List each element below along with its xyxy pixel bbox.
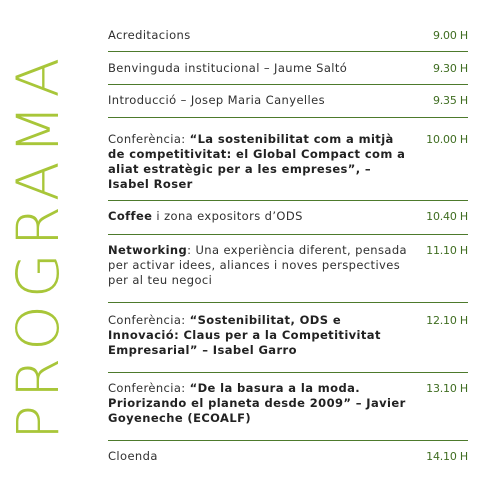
agenda-item-conference-garro xyxy=(108,303,468,373)
agenda-item-time: 13.10 H xyxy=(426,382,468,395)
agenda-item-time: 10.40 H xyxy=(426,210,468,223)
agenda-item-closing xyxy=(108,441,468,471)
agenda-item-highlight: “La sostenibilitat com a mitjà de competitivitat: el Global Compact com a aliat estratègic per a les empreses”, – Isabel Roser xyxy=(108,132,406,191)
agenda-item-conference-goyeneche xyxy=(108,373,468,441)
agenda-item-conference-roser xyxy=(108,118,468,201)
agenda-item-coffee xyxy=(108,201,468,235)
agenda-item-highlight: Networking xyxy=(108,243,188,257)
agenda-item-introduction xyxy=(108,85,468,118)
agenda-item-label: Introducció – Josep Maria Canyelles xyxy=(108,93,325,107)
agenda-item-time: 12.10 H xyxy=(426,314,468,327)
agenda-list xyxy=(108,22,468,471)
agenda-item-prefix: Conferència: xyxy=(108,132,190,146)
agenda-item-label: Acreditacions xyxy=(108,28,191,42)
agenda-item-prefix: Conferència: xyxy=(108,381,190,395)
agenda-item-highlight: “Sostenibilitat, ODS e Innovació: Claus per a la Competitivitat Empresarial” – Isabel Garro xyxy=(108,313,381,357)
agenda-item-highlight: “De la basura a la moda. Priorizando el planeta desde 2009” – Javier Goyeneche (ECOALF) xyxy=(108,381,406,425)
agenda-item-networking xyxy=(108,235,468,303)
agenda-item-time: 10.00 H xyxy=(426,133,468,146)
agenda-item-time: 11.10 H xyxy=(426,244,468,257)
agenda-item-time: 14.10 H xyxy=(426,450,468,463)
agenda-item-welcome xyxy=(108,52,468,85)
agenda-item-label: Benvinguda institucional – Jaume Saltó xyxy=(108,61,348,75)
agenda-item-suffix: : Una experiència diferent, pensada per activar idees, aliances i noves perspectives per al teu negoci xyxy=(108,243,407,287)
agenda-item-suffix: i zona expositors d’ODS xyxy=(152,209,303,223)
agenda-item-accreditations xyxy=(108,22,468,52)
agenda-item-time: 9.35 H xyxy=(432,94,468,107)
program-title: PROGRAMA xyxy=(4,50,72,440)
agenda-item-label: Cloenda xyxy=(108,449,158,463)
agenda-item-prefix: Conferència: xyxy=(108,313,190,327)
agenda-item-highlight: Coffee xyxy=(108,209,153,223)
agenda-item-time: 9.00 H xyxy=(432,29,468,42)
agenda-item-time: 9.30 H xyxy=(432,62,468,75)
